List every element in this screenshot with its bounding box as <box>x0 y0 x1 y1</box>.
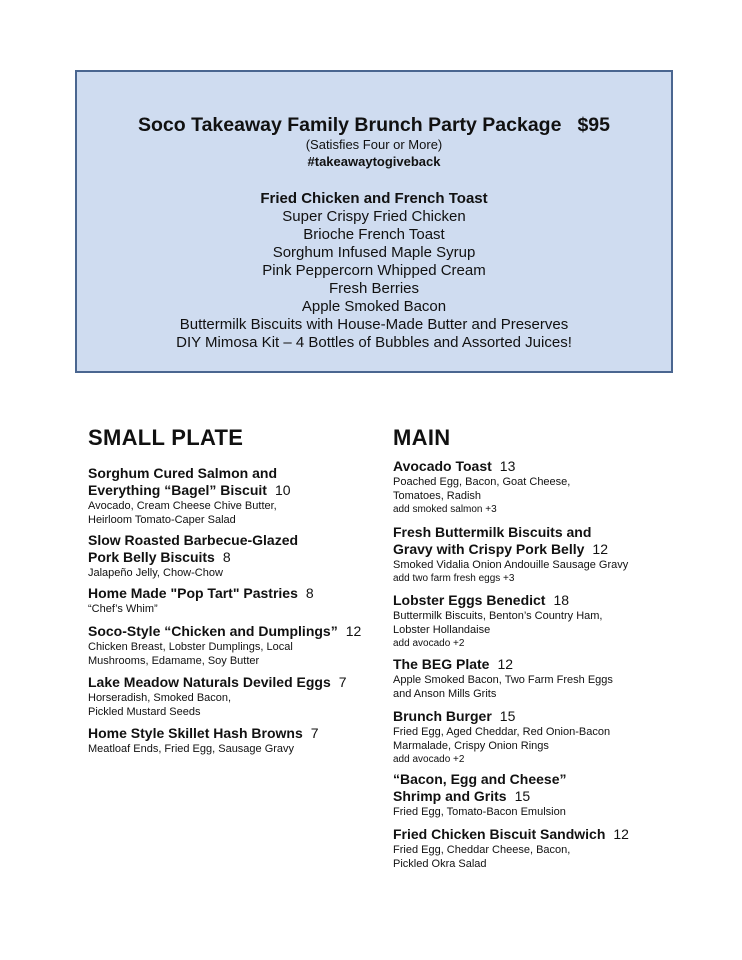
package-item: Sorghum Infused Maple Syrup <box>272 244 476 261</box>
menu-item-price: 7 <box>338 674 347 690</box>
menu-item-description: Pickled Okra Salad <box>393 858 487 870</box>
menu-item-addon: add smoked salmon +3 <box>393 504 497 515</box>
menu-item-name <box>88 585 428 602</box>
menu-item-description: Poached Egg, Bacon, Goat Cheese, <box>393 476 571 488</box>
menu-item-name <box>393 524 733 558</box>
menu-item-name-line <box>393 656 733 673</box>
menu-item <box>393 708 733 766</box>
menu-item-price: 8 <box>222 549 231 565</box>
menu-item-name-line <box>393 826 733 843</box>
menu-item-name <box>393 656 733 673</box>
menu-item-name-line <box>393 708 733 725</box>
menu-item-description: Fried Egg, Tomato-Bacon Emulsion <box>393 806 566 818</box>
menu-item-price: 12 <box>497 656 514 672</box>
menu-item-description: Avocado, Cream Cheese Chive Butter, <box>88 500 277 512</box>
package-subtitle: (Satisfies Four or More) <box>305 137 443 152</box>
menu-item-name-text: Shrimp and Grits <box>393 788 507 804</box>
menu-item-name <box>88 465 428 499</box>
menu-item-addon: add two farm fresh eggs +3 <box>393 573 515 584</box>
menu-item-name-text: The BEG Plate <box>393 656 490 672</box>
small-plate-heading: SMALL PLATE <box>88 425 244 450</box>
package-title-line <box>77 114 671 137</box>
menu-item-name-text: Everything “Bagel” Biscuit <box>88 482 267 498</box>
menu-item-name-text: Slow Roasted Barbecue-Glazed <box>88 532 299 548</box>
menu-item-name-text: Soco-Style “Chicken and Dumplings” <box>88 623 338 639</box>
menu-item-description: Fried Egg, Aged Cheddar, Red Onion-Bacon <box>393 726 611 738</box>
menu-item-description: Smoked Vidalia Onion Andouille Sausage Gravy <box>393 559 629 571</box>
menu-item-name-line <box>393 524 733 541</box>
menu-item-price: 13 <box>499 458 516 474</box>
menu-item-name-line <box>88 674 428 691</box>
package-hashtag: #takeawaytogiveback <box>307 154 441 169</box>
menu-item-description: Apple Smoked Bacon, Two Farm Fresh Eggs <box>393 674 613 686</box>
menu-item-name-line <box>88 623 428 640</box>
menu-item <box>393 826 733 871</box>
menu-item-name-text: Brunch Burger <box>393 708 492 724</box>
menu-item-name-text: Pork Belly Biscuits <box>88 549 215 565</box>
menu-item-name <box>393 592 733 609</box>
package-item: Fresh Berries <box>328 280 420 297</box>
menu-item-name-line <box>88 725 428 742</box>
package-items <box>77 208 671 352</box>
menu-item <box>88 623 428 668</box>
menu-item-name-text: Home Style Skillet Hash Browns <box>88 725 303 741</box>
menu-item <box>393 771 733 819</box>
menu-item-name <box>393 826 733 843</box>
menu-item-name-line <box>393 458 733 475</box>
menu-item-name-line <box>88 549 428 566</box>
menu-item <box>393 656 733 701</box>
package-item: Buttermilk Biscuits with House-Made Butter and Preserves <box>179 316 569 333</box>
menu-item-description: Lobster Hollandaise <box>393 624 491 636</box>
menu-item-name <box>393 771 733 805</box>
package-box <box>75 70 673 373</box>
menu-item <box>393 592 733 650</box>
package-item: Super Crispy Fried Chicken <box>282 208 466 225</box>
menu-item-description: “Chef’s Whim” <box>88 603 158 615</box>
menu-item <box>88 674 428 719</box>
menu-item-price: 15 <box>514 788 531 804</box>
menu-item-name-text: Fresh Buttermilk Biscuits and <box>393 524 592 540</box>
menu-item-name-text: “Bacon, Egg and Cheese” <box>393 771 567 787</box>
menu-item-name-text: Sorghum Cured Salmon and <box>88 465 278 481</box>
menu-item-price: 12 <box>592 541 608 557</box>
menu-item-name <box>393 458 733 475</box>
menu-item-price: 15 <box>499 708 516 724</box>
menu-item-name-text: Gravy with Crispy Pork Belly <box>393 541 585 557</box>
menu-item-description: Jalapeño Jelly, Chow-Chow <box>88 567 223 579</box>
menu-item-description: Fried Egg, Cheddar Cheese, Bacon, <box>393 844 571 856</box>
menu-item-name-line <box>88 585 428 602</box>
menu-item-name <box>88 532 428 566</box>
menu-item-name-text: Lake Meadow Naturals Deviled Eggs <box>88 674 331 690</box>
menu-item-price: 12 <box>613 826 629 842</box>
menu-item <box>88 725 428 756</box>
menu-item-addon: add avocado +2 <box>393 638 465 649</box>
main-heading: MAIN <box>393 425 451 450</box>
menu-item-name-line <box>393 592 733 609</box>
menu-item-price: 18 <box>553 592 570 608</box>
menu-item-name-line <box>88 465 428 482</box>
menu-item-name-text: Lobster Eggs Benedict <box>393 592 546 608</box>
menu-item <box>393 524 733 585</box>
package-dish: Fried Chicken and French Toast <box>260 190 488 207</box>
menu-item <box>88 585 428 616</box>
menu-item-price: 12 <box>345 623 362 639</box>
menu-item <box>393 458 733 516</box>
menu-item-price: 7 <box>310 725 319 741</box>
menu-item-price: 8 <box>305 585 314 601</box>
menu-item-name-line <box>88 532 428 549</box>
package-item: Brioche French Toast <box>303 226 445 243</box>
menu-item-addon: add avocado +2 <box>393 754 465 765</box>
menu-item-description: Meatloaf Ends, Fried Egg, Sausage Gravy <box>88 743 295 755</box>
menu-item-name <box>88 674 428 691</box>
menu-item-price: 10 <box>274 482 291 498</box>
menu-item-name-text: Avocado Toast <box>393 458 492 474</box>
menu-item-name <box>88 623 428 640</box>
menu-item-name-line <box>393 541 733 558</box>
menu-item-name-line <box>393 788 733 805</box>
package-item: DIY Mimosa Kit – 4 Bottles of Bubbles and Assorted Juices! <box>176 334 572 351</box>
package-title: Soco Takeaway Family Brunch Party Package <box>138 114 562 136</box>
menu-item-description: Tomatoes, Radish <box>393 490 482 502</box>
menu-item-name-text: Fried Chicken Biscuit Sandwich <box>393 826 606 842</box>
package-item: Apple Smoked Bacon <box>301 298 447 315</box>
menu-item-description: and Anson Mills Grits <box>393 688 497 700</box>
menu-item-name <box>88 725 428 742</box>
package-item: Pink Peppercorn Whipped Cream <box>262 262 486 279</box>
menu-item-description: Marmalade, Crispy Onion Rings <box>393 740 549 752</box>
menu-item-description: Horseradish, Smoked Bacon, <box>88 692 232 704</box>
menu-item-description: Buttermilk Biscuits, Benton’s Country Ham, <box>393 610 603 622</box>
menu-item-name-text: Home Made "Pop Tart" Pastries <box>88 585 298 601</box>
menu-item-name-line <box>393 771 733 788</box>
menu-item-description: Pickled Mustard Seeds <box>88 706 201 718</box>
menu-item-description: Heirloom Tomato-Caper Salad <box>88 514 236 526</box>
menu-item-description: Chicken Breast, Lobster Dumplings, Local <box>88 641 293 653</box>
menu-item-description: Mushrooms, Edamame, Soy Butter <box>88 655 260 667</box>
menu-item-name-line <box>88 482 428 499</box>
menu-item <box>88 532 428 580</box>
package-price: $95 <box>577 114 610 136</box>
menu-item <box>88 465 428 527</box>
menu-item-name <box>393 708 733 725</box>
